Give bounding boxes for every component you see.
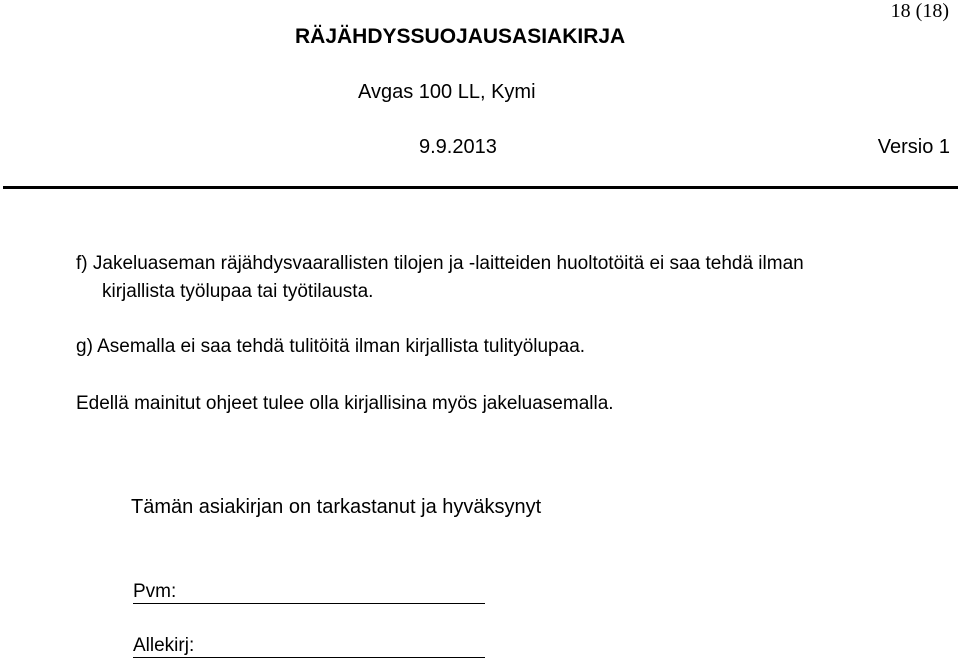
list-item-g: g) Asemalla ei saa tehdä tulitöitä ilman kirjallista tulityölupaa. <box>76 336 586 357</box>
list-item-f-line1: f) Jakeluaseman räjähdysvaarallisten tilojen ja -laitteiden huoltotöitä ei saa tehdä ilman <box>76 253 804 274</box>
date-field-line[interactable] <box>133 603 485 604</box>
list-item-f <box>76 250 956 306</box>
page-number: 18 (18) <box>890 0 949 22</box>
list-item-f-line2: kirjallista työlupaa tai työtilausta. <box>102 281 374 302</box>
date-signature-row <box>133 581 176 604</box>
header-divider <box>3 186 958 189</box>
document-date: 9.9.2013 <box>419 136 497 158</box>
signature-field-line[interactable] <box>133 657 485 658</box>
note-paragraph: Edellä mainitut ohjeet tulee olla kirjallisina myös jakeluasemalla. <box>76 393 614 414</box>
document-title: RÄJÄHDYSSUOJAUSASIAKIRJA <box>295 25 626 48</box>
document-subtitle: Avgas 100 LL, Kymi <box>358 81 536 103</box>
date-label: Pvm: <box>133 581 177 602</box>
document-version: Versio 1 <box>877 136 950 158</box>
approval-statement: Tämän asiakirjan on tarkastanut ja hyväksynyt <box>131 496 542 518</box>
signature-label: Allekirj: <box>133 635 195 656</box>
signature-row <box>133 635 194 658</box>
